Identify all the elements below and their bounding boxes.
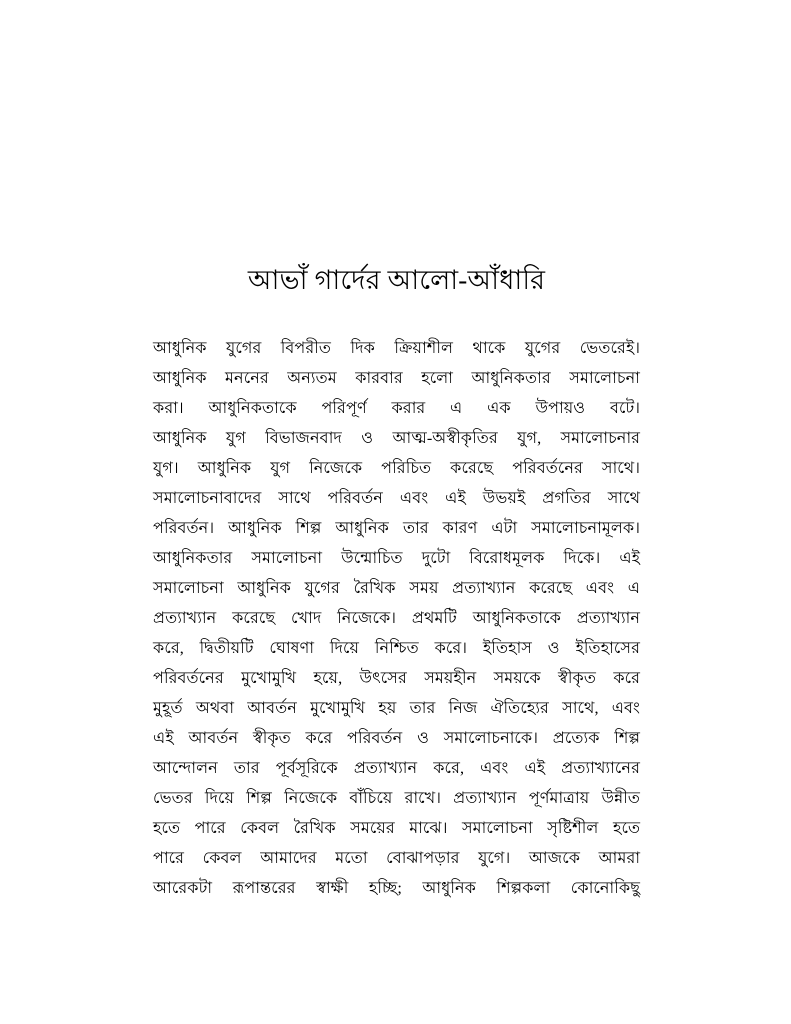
text-word: দিক xyxy=(350,339,375,357)
text-word: আধুনিক xyxy=(237,579,291,597)
body-text-line xyxy=(153,573,640,603)
text-word: আধুনিক xyxy=(228,519,282,537)
body-text-block xyxy=(153,333,640,903)
text-word: প্রত্যেক xyxy=(552,729,600,747)
text-word: এই xyxy=(445,489,466,507)
text-word: হতে xyxy=(153,819,181,837)
text-word: বাঁচিয়ে xyxy=(349,789,393,807)
text-word: আবর্তন xyxy=(247,699,297,717)
text-word: খোদ xyxy=(290,609,322,627)
text-word: করেছে xyxy=(450,459,494,477)
text-word: প্রত্যাখ্যান xyxy=(576,609,641,627)
text-word: দ্বিতীয়টি xyxy=(199,639,254,657)
text-word: দিকে। xyxy=(563,549,601,567)
text-word: সমালোচনা xyxy=(461,819,533,837)
text-word: তার xyxy=(233,759,260,777)
text-word: এই xyxy=(619,549,641,567)
text-word: এবং xyxy=(611,699,641,717)
body-text-line xyxy=(153,363,640,393)
text-word: সাথে xyxy=(607,489,641,507)
text-word: আন্দোলন xyxy=(153,759,218,777)
text-word: মুখোমুখি xyxy=(241,669,297,687)
body-text-line xyxy=(153,423,640,453)
text-word: রৈখিক xyxy=(293,819,336,837)
text-word: প্রথমটি xyxy=(411,609,457,627)
text-word: হলো xyxy=(421,369,453,387)
text-word: এটা xyxy=(491,519,518,537)
text-word: উন্মোচিত xyxy=(341,549,403,567)
text-word: সমালোচনা xyxy=(251,549,323,567)
text-word: হয় xyxy=(378,699,397,717)
text-word: আরেকটা xyxy=(153,879,213,897)
text-word: বোঝাপড়ার xyxy=(386,849,460,867)
text-word: যুগ xyxy=(270,459,291,477)
text-word: সমালোচনাকে। xyxy=(443,729,539,747)
text-word: ক্রিয়াশীল xyxy=(394,339,454,357)
text-word: সাথে xyxy=(278,489,311,507)
text-word: করে, xyxy=(153,639,184,657)
text-word: উন্নীত xyxy=(601,789,641,807)
text-word: ও xyxy=(417,729,429,747)
text-word: স্বীকৃত xyxy=(252,729,291,747)
text-word: আমরা xyxy=(598,849,641,867)
text-word: কোনোকিছু xyxy=(570,879,641,897)
text-word: রাখে। xyxy=(404,789,442,807)
text-word: এক xyxy=(487,399,511,417)
body-text-line xyxy=(153,783,640,813)
text-word: আধুনিকতাকে xyxy=(208,399,297,417)
body-text-line xyxy=(153,453,640,483)
text-word: ভেতরেই। xyxy=(579,339,641,357)
text-word: ইতিহাস xyxy=(482,639,532,657)
body-text-line xyxy=(153,393,640,423)
text-word: ইতিহাসের xyxy=(575,639,640,657)
body-text-line xyxy=(153,483,640,513)
text-word: পরিবর্তন। xyxy=(153,519,215,537)
text-word: অথবা xyxy=(195,699,235,717)
text-word: এবং xyxy=(480,759,509,777)
text-word: উৎসের xyxy=(359,669,407,687)
text-word: আধুনিকতার xyxy=(471,369,551,387)
text-word: হয়ে, xyxy=(313,669,343,687)
text-word: করে, xyxy=(433,759,465,777)
text-word: কেবল xyxy=(240,819,280,837)
text-word: নিজ xyxy=(448,699,478,717)
text-word: যুগের xyxy=(304,579,340,597)
text-word: সময়কে xyxy=(493,669,541,687)
text-word: নিজেকে xyxy=(309,459,363,477)
text-word: যুগে। xyxy=(478,849,511,867)
text-word: পরিপূর্ণ xyxy=(321,399,367,417)
text-word: এই xyxy=(524,759,546,777)
text-word: করে xyxy=(305,729,333,747)
text-word: আবর্তন xyxy=(188,729,239,747)
text-word: এ xyxy=(627,579,641,597)
body-text-line xyxy=(153,333,640,363)
text-word: দিয়ে xyxy=(204,789,235,807)
text-word: মুহূর্ত xyxy=(153,699,183,717)
text-word: কারবার xyxy=(355,369,403,387)
text-word: ঐতিহ্যের xyxy=(490,699,549,717)
text-word: এবং xyxy=(585,579,615,597)
text-word: আধুনিক xyxy=(335,519,389,537)
text-word: কারণ xyxy=(442,519,478,537)
text-word: সময়ের xyxy=(350,819,395,837)
text-word: মাঝে। xyxy=(409,819,448,837)
text-word: এই xyxy=(153,729,174,747)
text-word: দুটো xyxy=(421,549,451,567)
text-word: প্রত্যাখ্যান xyxy=(453,789,517,807)
text-word: প্রত্যাখ্যান xyxy=(153,609,217,627)
text-word: পরিবর্তনের xyxy=(153,669,224,687)
text-word: পরিবর্তন xyxy=(347,729,403,747)
text-word: করা। xyxy=(153,399,184,417)
text-word: এ xyxy=(450,399,463,417)
text-word: করেছে xyxy=(529,579,573,597)
text-word: প্রগতির xyxy=(542,489,591,507)
text-word: সমালোচনা xyxy=(153,579,224,597)
body-text-line xyxy=(153,813,640,843)
text-word: করে। xyxy=(434,639,468,657)
text-word: তার xyxy=(409,699,436,717)
text-word: স্বাক্ষী xyxy=(316,879,349,897)
text-word: থাকে xyxy=(472,339,506,357)
text-word: আধুনিকতার xyxy=(153,549,233,567)
text-word: সাথে, xyxy=(562,699,599,717)
text-word: এবং xyxy=(399,489,429,507)
text-word: নিজেকে। xyxy=(337,609,397,627)
text-word: পরিবর্তন xyxy=(327,489,383,507)
text-word: পারে xyxy=(194,819,226,837)
text-word: যুগের xyxy=(226,339,262,357)
text-word: করে xyxy=(613,669,641,687)
body-text-line xyxy=(153,633,640,663)
text-word: রৈখিক xyxy=(353,579,396,597)
text-word: শিল্প xyxy=(295,519,322,537)
body-text-line xyxy=(153,543,640,573)
text-word: আজকে xyxy=(528,849,581,867)
text-word: সময় xyxy=(409,579,439,597)
body-text-line xyxy=(153,513,640,543)
text-word: আধুনিক xyxy=(153,429,207,447)
text-word: হতে xyxy=(612,819,641,837)
text-word: পরিচিত xyxy=(381,459,432,477)
text-word: ভেতর xyxy=(153,789,193,807)
text-word: সৃষ্টিশীল xyxy=(547,819,599,837)
text-word: প্রত্যাখ্যান xyxy=(452,579,516,597)
body-text-line xyxy=(153,843,640,873)
text-word: বটে। xyxy=(609,399,641,417)
text-word: প্রত্যাখ্যান xyxy=(353,759,418,777)
text-word: উপায়ও xyxy=(535,399,586,417)
text-word: উভয়ই xyxy=(482,489,526,507)
text-word: বিরোধমূলক xyxy=(469,549,545,567)
text-word: ও xyxy=(361,429,374,447)
text-word: পারে xyxy=(153,849,185,867)
text-word: আধুনিক xyxy=(422,879,476,897)
text-word: সাথে। xyxy=(601,459,641,477)
text-word: শিল্প xyxy=(246,789,272,807)
text-word: ও xyxy=(547,639,560,657)
text-word: বিপরীত xyxy=(280,339,332,357)
text-word: আমাদের xyxy=(260,849,317,867)
body-text-line xyxy=(153,873,640,903)
text-word: বিভাজনবাদ xyxy=(265,429,342,447)
text-word: ঘোষণা xyxy=(269,639,315,657)
text-word: সমালোচনার xyxy=(560,429,641,447)
text-word: হচ্ছি; xyxy=(368,879,402,897)
text-word: অন্যতম xyxy=(287,369,337,387)
text-word: যুগ xyxy=(225,429,246,447)
text-word: যুগের xyxy=(524,339,561,357)
text-word: সমালোচনামূলক। xyxy=(531,519,641,537)
text-word: আত্ম-অস্বীকৃতির xyxy=(392,429,498,447)
text-word: আধুনিক xyxy=(153,369,207,387)
text-word: সমালোচনা xyxy=(569,369,640,387)
text-word: নিশ্চিত xyxy=(374,639,419,657)
text-word: করার xyxy=(391,399,426,417)
text-word: আধুনিকতাকে xyxy=(472,609,561,627)
text-word: মননের xyxy=(225,369,269,387)
text-word: মতো xyxy=(335,849,368,867)
text-word: তার xyxy=(402,519,429,537)
text-word: রূপান্তরের xyxy=(232,879,296,897)
text-word: কেবল xyxy=(202,849,242,867)
text-word: শিল্পকলা xyxy=(496,879,551,897)
text-word: সময়হীন xyxy=(424,669,477,687)
text-word: নিজেকে xyxy=(284,789,338,807)
body-text-line xyxy=(153,753,640,783)
text-word: পূর্ণমাত্রায় xyxy=(528,789,590,807)
body-text-line xyxy=(153,693,640,723)
body-text-line xyxy=(153,663,640,693)
text-word: পূর্বসূরিকে xyxy=(275,759,338,777)
text-word: পরিবর্তনের xyxy=(512,459,583,477)
page-title: আভাঁ গার্দের আলো-আঁধারি xyxy=(247,265,546,295)
text-word: দিয়ে xyxy=(329,639,360,657)
text-word: আধুনিক xyxy=(153,339,207,357)
text-word: যুগ। xyxy=(153,459,179,477)
text-word: সমালোচনাবাদের xyxy=(153,489,262,507)
text-word: মুখোমুখি xyxy=(310,699,366,717)
text-word: স্বীকৃত xyxy=(558,669,596,687)
body-text-line xyxy=(153,723,640,753)
body-paragraph xyxy=(153,333,640,903)
body-text-line xyxy=(153,603,640,633)
text-word: শিল্প xyxy=(614,729,641,747)
text-word: যুগ, xyxy=(517,429,542,447)
text-word: করেছে xyxy=(232,609,276,627)
text-word: আধুনিক xyxy=(197,459,252,477)
text-word: প্রত্যাখ্যানের xyxy=(561,759,640,777)
